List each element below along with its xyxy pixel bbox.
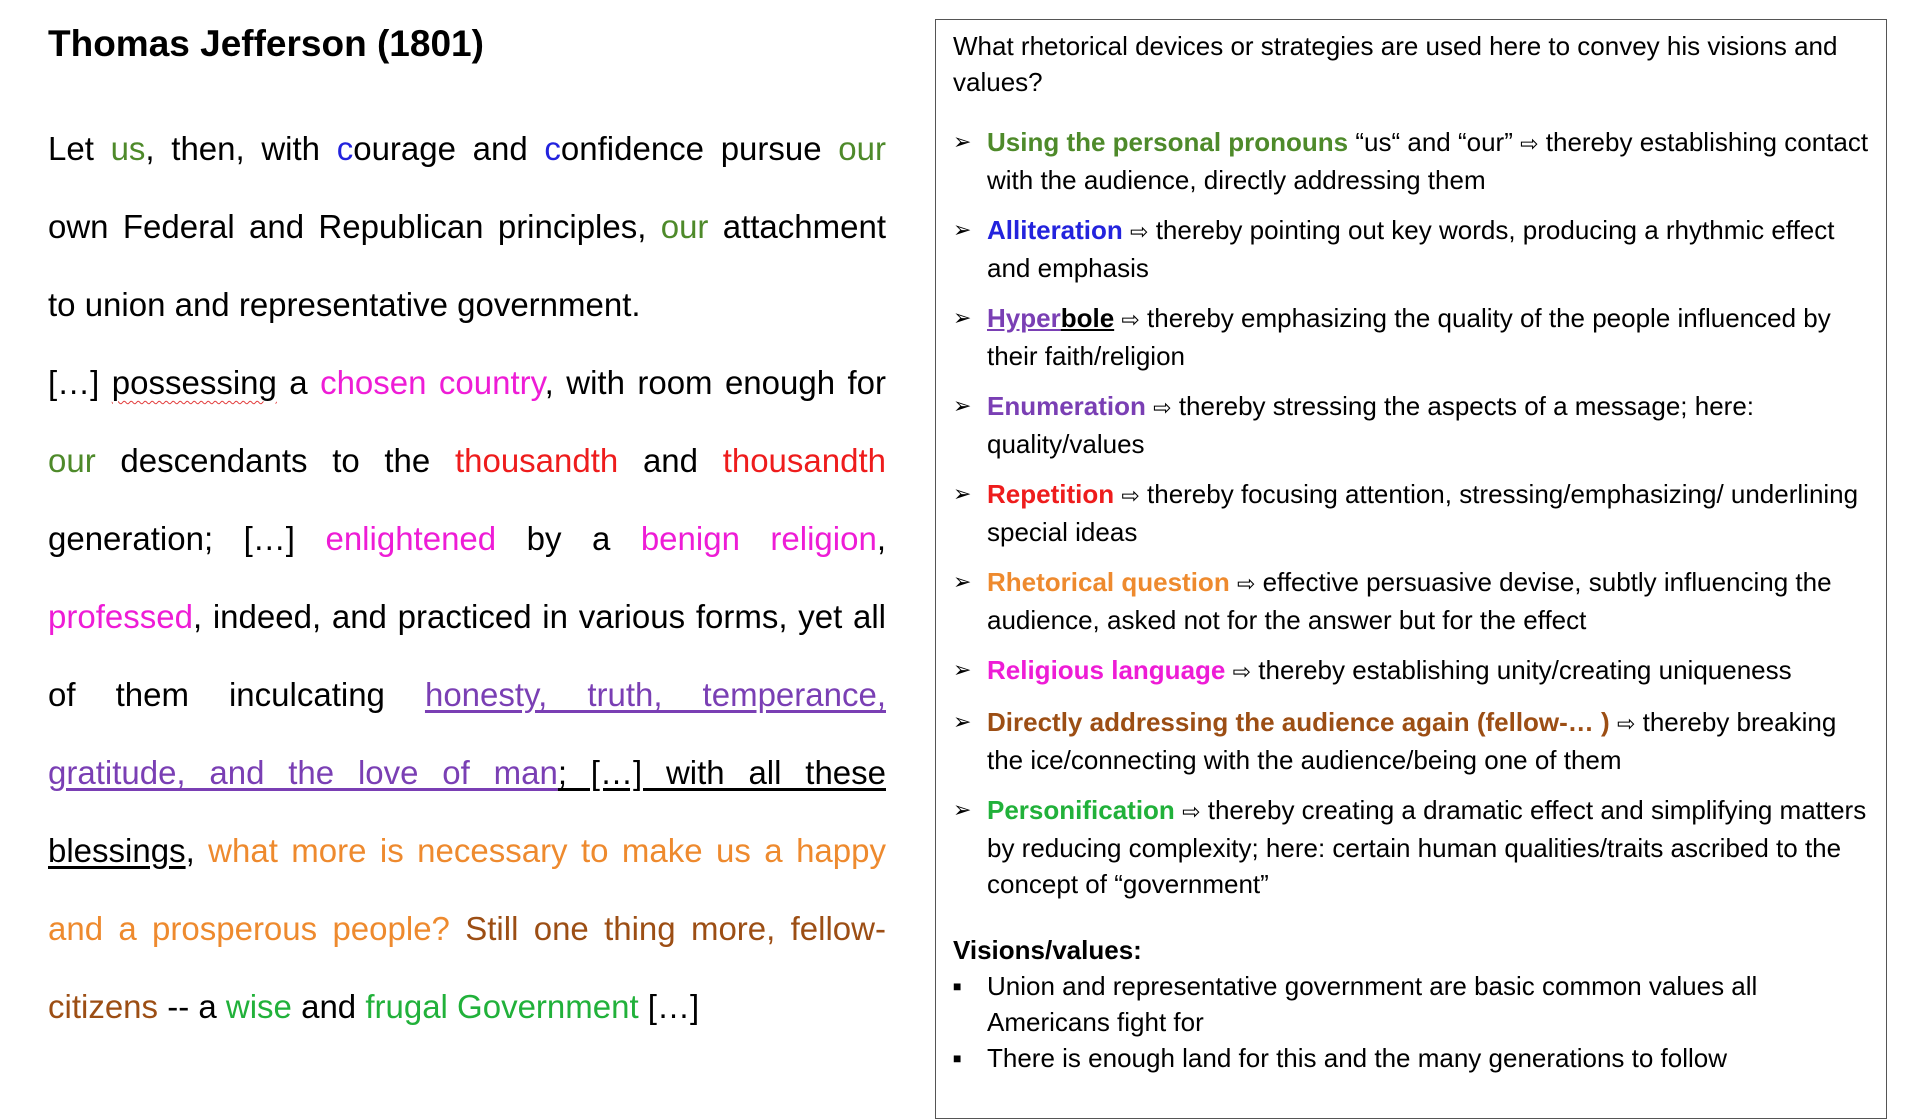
personification-highlight: wise [225, 988, 292, 1025]
repetition-highlight: thousandth [454, 442, 619, 479]
arrow-bullet-icon: ➢ [953, 657, 972, 682]
device-name: Religious language [987, 655, 1226, 685]
arrow-bullet-icon: ➢ [953, 305, 972, 330]
device-name: bole [1060, 303, 1115, 333]
speech-text: , [876, 520, 886, 557]
speech-line-3 [48, 266, 886, 344]
repetition-highlight: thousandth [722, 442, 886, 479]
device-quote [1610, 707, 1617, 737]
pronoun-highlight: our [838, 130, 886, 167]
speech-text: to union and representative government. [48, 286, 641, 323]
rhetorical-question-highlight: and a prosperous people? [48, 910, 450, 947]
device-name: Using the personal pronouns [987, 127, 1349, 157]
speech-text: generation; […] [48, 520, 326, 557]
pronoun-highlight: our [660, 208, 709, 245]
device-quote [1230, 567, 1237, 597]
speech-text: a [276, 364, 321, 401]
vision-item [953, 1040, 1870, 1076]
speech-text: , indeed, and practiced in various forms, yet all [192, 598, 886, 635]
pronoun-highlight: our [48, 442, 96, 479]
religious-highlight: professed [48, 598, 193, 635]
device-explanation: thereby emphasizing the quality of the people influenced by their faith/religion [987, 303, 1831, 371]
speech-text: […] [48, 364, 112, 401]
vision-text: Union and representative government are basic common values all Americans fight for [987, 971, 1758, 1037]
device-explanation: thereby establishing unity/creating uniqueness [1251, 655, 1792, 685]
speech-text: , then, with [145, 130, 337, 167]
speech-text: own Federal and Republican principles, [48, 208, 661, 245]
speech-text: ourage and [353, 130, 545, 167]
device-explanation: thereby breaking the ice/connecting with the audience/being one of them [987, 707, 1837, 775]
personification-highlight: frugal Government [365, 988, 639, 1025]
analysis-box [935, 19, 1887, 1119]
device-item [953, 212, 1870, 286]
right-arrow-icon: ⇨ [1520, 131, 1539, 156]
rhetorical-question-highlight: what more is necessary to make us a happy [208, 832, 886, 869]
alliteration-highlight: c [544, 130, 561, 167]
analysis-question: What rhetorical devices or strategies are used here to convey his visions and values? [953, 31, 1838, 97]
speech-line-9 [48, 734, 886, 812]
arrow-bullet-icon: ➢ [953, 481, 972, 506]
alliteration-highlight: c [336, 130, 354, 167]
speech-line-5 [48, 422, 886, 500]
speech-line-6 [48, 500, 886, 578]
right-arrow-icon: ⇨ [1232, 659, 1252, 684]
device-quote [1123, 215, 1130, 245]
address-highlight: citizens [48, 988, 159, 1025]
right-arrow-icon: ⇨ [1130, 219, 1149, 244]
device-item [953, 300, 1870, 374]
right-arrow-icon: ⇨ [1236, 571, 1256, 596]
device-explanation: thereby focusing attention, stressing/emphasizing/ underlining special ideas [987, 479, 1859, 547]
arrow-bullet-icon: ➢ [953, 217, 972, 242]
speech-text: -- a [158, 988, 226, 1025]
speech-text: and [618, 442, 723, 479]
device-name: Hyper [987, 303, 1061, 333]
religious-highlight: benign religion [640, 520, 877, 557]
speech-text: descendants to the [95, 442, 455, 479]
right-arrow-icon: ⇨ [1121, 483, 1140, 508]
device-explanation: thereby stressing the aspects of a message; here: quality/values [987, 391, 1755, 459]
arrow-bullet-icon: ➢ [953, 569, 972, 594]
device-quote: “us“ and “our” [1348, 127, 1521, 157]
arrow-bullet-icon: ➢ [953, 129, 972, 154]
device-quote [1225, 655, 1232, 685]
device-item [953, 388, 1870, 462]
device-name: Alliteration [987, 215, 1123, 245]
right-arrow-icon: ⇨ [1616, 711, 1636, 736]
speech-line-7 [48, 578, 886, 656]
device-item [953, 652, 1870, 690]
speech-text: Let [48, 130, 111, 167]
device-name: Enumeration [987, 391, 1146, 421]
speech-text: and [291, 988, 366, 1025]
visions-heading: Visions/values: [953, 935, 1142, 965]
speech-text: ; […] with all these [557, 754, 886, 791]
speech-text: of them inculcating [48, 676, 425, 713]
speech-text: by a [496, 520, 641, 557]
right-arrow-icon: ⇨ [1153, 395, 1172, 420]
speech-line-10 [48, 812, 886, 890]
hyperbole-highlight: chosen country [320, 364, 545, 401]
vision-text: There is enough land for this and the many generations to follow [987, 1043, 1728, 1073]
arrow-bullet-icon: ➢ [953, 709, 972, 734]
speech-line-12 [48, 968, 886, 1046]
device-name: Personification [987, 795, 1175, 825]
speech-text: attachment [708, 208, 886, 245]
arrow-bullet-icon: ➢ [953, 797, 972, 822]
religious-highlight: enlightened [325, 520, 497, 557]
device-item [953, 476, 1870, 550]
device-quote [1175, 795, 1182, 825]
page-title: Thomas Jefferson (1801) [48, 23, 484, 64]
speech-line-11 [48, 890, 886, 968]
device-name: Directly addressing the audience again (fellow-… ) [987, 707, 1610, 737]
square-bullet-icon: ■ [953, 1050, 962, 1066]
device-explanation: thereby creating a dramatic effect and simplifying matters by reducing complexity; here: certain human qualities/traits ascribed to the concept of “government” [987, 795, 1867, 899]
right-arrow-icon: ⇨ [1182, 799, 1201, 824]
pronoun-highlight: us [110, 130, 146, 167]
speech-text: […] [638, 988, 700, 1025]
device-item [953, 124, 1870, 198]
speech-panel [48, 8, 886, 1046]
device-explanation: effective persuasive devise, subtly influencing the audience, asked not for the answer but for the effect [987, 567, 1832, 635]
device-name: Rhetorical question [987, 567, 1230, 597]
arrow-bullet-icon: ➢ [953, 393, 972, 418]
address-highlight: Still one thing more, fellow- [449, 910, 886, 947]
device-explanation: thereby pointing out key words, producing a rhythmic effect and emphasis [987, 215, 1835, 283]
speech-text: , [185, 832, 209, 869]
speech-text: onfidence pursue [560, 130, 839, 167]
enumeration-highlight: honesty, truth, temperance, [424, 676, 886, 713]
speech-line-8 [48, 656, 886, 734]
device-explanation: thereby establishing contact with the audience, directly addressing them [987, 127, 1869, 195]
device-item [953, 564, 1870, 638]
square-bullet-icon: ■ [953, 978, 962, 994]
device-name: Repetition [987, 479, 1115, 509]
speech-line-4 [48, 344, 886, 422]
speech-text: , with room enough for [544, 364, 886, 401]
speech-line-2 [48, 188, 886, 266]
right-arrow-icon: ⇨ [1121, 307, 1140, 332]
device-item [953, 792, 1870, 902]
device-item [953, 704, 1870, 778]
speech-line-1 [48, 110, 886, 188]
speech-text: blessings [48, 832, 186, 869]
enumeration-highlight: gratitude, and the love of man [48, 754, 558, 791]
vision-item [953, 968, 1870, 1040]
spellcheck-word: possessing [111, 364, 277, 401]
